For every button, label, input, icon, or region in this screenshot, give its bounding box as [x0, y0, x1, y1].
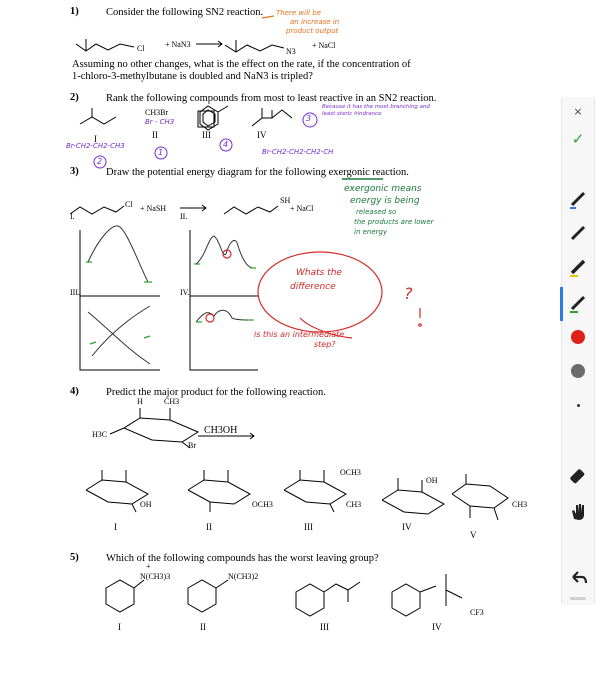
q2-prompt: Rank the following compounds from most to least reactive in an SN2 reaction.: [106, 93, 437, 104]
diagram-iv-curve: [196, 310, 252, 322]
q4-number: 4): [70, 386, 79, 397]
check-icon[interactable]: ✓: [571, 130, 585, 148]
q2-rank-iv: 3: [306, 114, 312, 123]
q5-number: 5): [70, 552, 79, 563]
q2-compound-i: [80, 117, 116, 124]
q2-annotation-branching: Because it has the most branching and least steric hindrance: [322, 104, 430, 117]
q2-label-iv: IV: [257, 130, 267, 140]
q1-product-chain: [225, 45, 284, 52]
q1-annotation-1: There will be: [276, 9, 321, 17]
q4-sm-ch3: CH3: [164, 397, 180, 406]
q4-reagent: CH3OH: [204, 425, 238, 436]
worksheet-page: 1) Consider the following SN2 reaction. Cl + NaN3 N3 + NaCl Assuming no other changes, what is the effect on the rate, if the concentration of 1-chloro-3-methylbutane is doubled and NaN3 is tripled? There will be an increase in product output 2) Rank the following compounds from most to least reactive in an SN2 reaction. I II III IV CH3Br Br - CH3 2 1 4 3 Br-CH2-CH2-CH3 Br-CH2-CH2-CH2-CH Because it has the most branching and least steric hindrance 3) Draw the potential energy diagram for the following exergonic reaction. Cl + NaSH SH + NaCl I. II. III. IV. exergonic means energy is being released so the products are lower in energy Whats the difference is this an intermediate step? ? 4) Predict the major product for the following reaction. H CH3 H3C Br CH3OH OH OCH3 CH3 OCH3 OH CH3 I II III IV V 5) Which of the following compounds has the worst leaving group? + N(CH3)3 N(CH3)2 CF3 I II III IV: [0, 0, 560, 700]
q1-byproduct: + NaCl: [312, 41, 336, 50]
q1-annotation-2: an increase in: [290, 18, 340, 26]
q4-prod-i-group: OH: [140, 500, 152, 509]
q2-compound-ii-line2: Br - CH3: [145, 118, 175, 126]
q4-prod-iv-group: OH: [426, 476, 438, 485]
eraser-icon[interactable]: [566, 465, 590, 489]
diagram-ii-axes: [190, 230, 258, 296]
color-red-dot: [571, 330, 585, 344]
undo-glyph: [566, 567, 590, 591]
q4-label-i: I: [114, 522, 117, 532]
q3-prompt: Draw the potential energy diagram for the following exergonic reaction.: [106, 167, 409, 178]
q5-cf3: CF3: [470, 608, 484, 617]
q5-ring-ii: [188, 580, 216, 612]
color-red-icon[interactable]: [566, 325, 590, 349]
q5-group-ii: N(CH3)2: [228, 572, 259, 581]
q4-prod-ii-group: OCH3: [252, 500, 273, 509]
highlighter-yellow-icon[interactable]: [566, 255, 590, 279]
q4-label-iii: III: [304, 522, 313, 532]
stroke-size-dot: [577, 404, 580, 407]
q2-rank-iii: 4: [223, 140, 229, 149]
q1-annotation-3: product output: [286, 27, 339, 35]
q3-reagent: + NaSH: [140, 204, 167, 213]
diagram-iii-curve1: [88, 312, 150, 364]
q4-label-v: V: [470, 530, 477, 540]
q4-sm-h3c: H3C: [92, 430, 108, 439]
q5-label-ii: II: [200, 622, 206, 632]
diagram-i-curve: [88, 226, 148, 282]
step-note: step?: [314, 340, 336, 349]
pen-green-glyph: [566, 291, 590, 315]
q5-prompt: Which of the following compounds has the worst leaving group?: [106, 553, 379, 564]
diagram-label-iii: III.: [70, 288, 80, 297]
q4-start-chair: [124, 418, 198, 442]
q3-product: [224, 206, 278, 214]
q2-annotation-iv: Br-CH2-CH2-CH2-CH: [262, 148, 334, 156]
color-gray-icon[interactable]: [566, 359, 590, 383]
red-circle-note: [258, 252, 382, 332]
q5-ring-i: [106, 580, 134, 612]
intermediate-note: is this an intermediate: [254, 330, 345, 339]
q4-label-iv: IV: [402, 522, 412, 532]
q2-number: 2): [70, 92, 79, 103]
q2-rank-i: 2: [97, 157, 103, 166]
whats-the-note: Whats the: [296, 268, 342, 278]
q5-label-iv: IV: [432, 622, 442, 632]
annotation-toolbar: [561, 97, 595, 605]
pen-black-glyph: [566, 221, 590, 245]
q1-leaving-group: Cl: [137, 44, 145, 53]
diagram-iii-curve2: [92, 306, 150, 356]
hand-icon[interactable]: [566, 499, 590, 523]
q3-number: 3): [70, 166, 79, 177]
q4-sm-h: H: [137, 397, 143, 406]
q1-prompt: Consider the following SN2 reaction.: [106, 7, 264, 18]
diagram-iv-axes: [190, 290, 258, 370]
diagram-label-iv: IV.: [180, 288, 190, 297]
q3-byproduct: + NaCl: [290, 204, 314, 213]
q4-sm-br: Br: [188, 441, 196, 450]
q3-reactant: [70, 206, 124, 214]
toolbar-grabber[interactable]: [570, 597, 586, 600]
q1-reactant-chain: [76, 44, 134, 51]
difference-note: difference: [290, 282, 336, 292]
undo-icon[interactable]: [566, 567, 590, 591]
q3-leaving-group: Cl: [125, 200, 133, 209]
q5-ring-iv: [392, 584, 420, 616]
pen-blue-glyph: [566, 187, 590, 211]
q2-label-iii: III: [202, 130, 211, 140]
diagram-label-ii: II.: [180, 212, 188, 221]
hand-glyph: [566, 499, 590, 523]
q2-rank-ii: 1: [158, 148, 164, 157]
q4-prompt: Predict the major product for the following reaction.: [106, 387, 326, 398]
q5-label-iii: III: [320, 622, 329, 632]
question-mark-note: ?: [404, 284, 413, 303]
q1-reagent: + NaN3: [165, 40, 191, 49]
q1-number: 1): [70, 6, 79, 17]
q4-label-ii: II: [206, 522, 212, 532]
color-gray-dot: [571, 364, 585, 378]
q4-prod-iii-top: OCH3: [340, 468, 361, 477]
q5-ring-iii: [296, 584, 324, 616]
q1-product-group: N3: [286, 47, 296, 56]
q5-group-i: N(CH3)3: [140, 572, 171, 581]
diagram-i-axes: [80, 230, 160, 296]
diagram-iii-axes: [80, 290, 160, 370]
eraser-glyph: [566, 465, 590, 489]
q3-product-group: SH: [280, 196, 291, 205]
q4-prod-iii-group: CH3: [346, 500, 362, 509]
stroke-size-icon[interactable]: [566, 393, 590, 417]
q5-label-i: I: [118, 622, 121, 632]
highlighter-glyph: [566, 255, 590, 279]
pen-blue-icon[interactable]: [566, 187, 590, 211]
q1-question-line1: Assuming no other changes, what is the effect on the rate, if the concentration of: [72, 59, 411, 70]
q4-prod-v-group: CH3: [512, 500, 528, 509]
diagram-label-i: I.: [70, 212, 75, 221]
q2-compound-ii-line1: CH3Br: [145, 108, 169, 117]
q2-label-i: I: [94, 134, 97, 144]
close-icon[interactable]: ×: [573, 104, 583, 118]
pen-black-icon[interactable]: [566, 221, 590, 245]
q5-charge: +: [146, 562, 151, 571]
q2-annotation-i: Br-CH2-CH2-CH3: [66, 142, 125, 150]
selected-tool-indicator: [560, 287, 563, 321]
q2-label-ii: II: [152, 130, 158, 140]
pen-green-icon[interactable]: [566, 291, 590, 315]
q1-question-line2: 1-chloro-3-methylbutane is doubled and NaN3 is tripled?: [72, 71, 313, 82]
